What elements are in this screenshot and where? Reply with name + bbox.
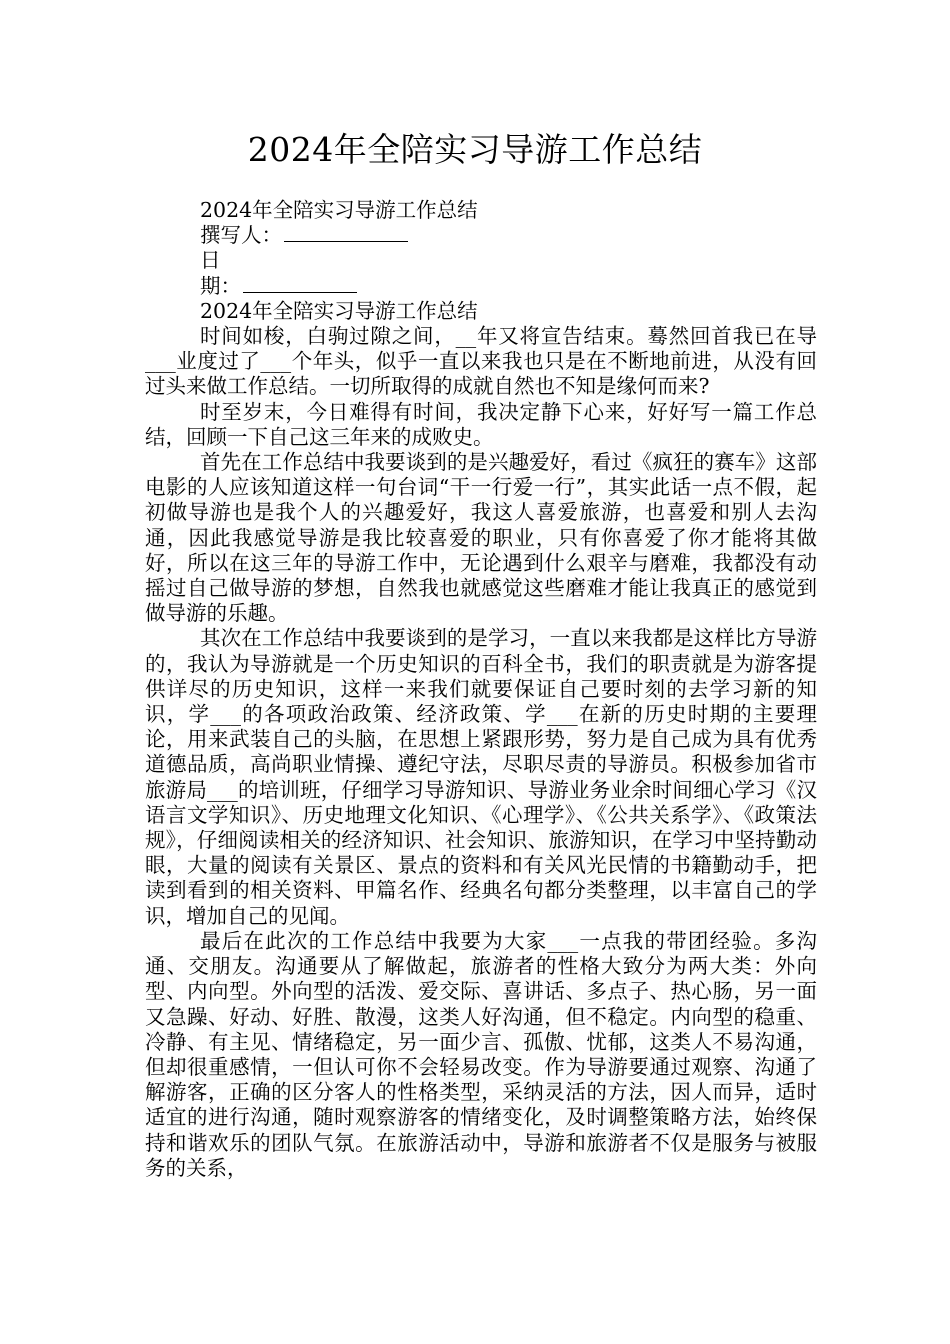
date-line: [145, 274, 817, 299]
paragraph: 时至岁末，今日难得有时间，我决定静下心来，好好写一篇工作总结，回顾一下自己这三年来的成败史。: [145, 399, 817, 449]
paragraph: 时间如梭，白驹过隙之间，__年又将宣告结束。蓦然回首我已在导___业度过了___个年头，似乎一直以来我也只是在不断地前进，从没有回过头来做工作总结。一切所取得的成就自然也不知是缘何而来?: [145, 324, 817, 399]
date-label: 期：: [200, 273, 241, 298]
document-title: 2024年全陪实习导游工作总结: [247, 130, 703, 169]
paragraph: 首先在工作总结中我要谈到的是兴趣爱好，看过《疯狂的赛车》这部电影的人应该知道这样一句台词“干一行爱一行”，其实此话一点不假，起初做导游也是我个人的兴趣爱好，我这人喜爱旅游，也喜爱和别人去沟通，因此我感觉导游是我比较喜爱的职业，只有你喜爱了你才能将其做好，所以在这三年的导游工作中，无论遇到什么艰辛与磨难，我都没有动摇过自己做导游的梦想，自然我也就感觉这些磨难才能让我真正的感觉到做导游的乐趣。: [145, 450, 817, 626]
document-subtitle: 2024年全陪实习导游工作总结: [200, 198, 478, 222]
date-label-line-1: 日: [200, 248, 221, 273]
author-label: 撰写人：: [200, 223, 282, 248]
paragraph: 其次在工作总结中我要谈到的是学习，一直以来我都是这样比方导游的，我认为导游就是一个历史知识的百科全书，我们的职责就是为游客提供详尽的历史知识，这样一来我们就要保证自己要时刻的去学习新的知识，学___的各项政治政策、经济政策、学___在新的历史时期的主要理论，用来武装自己的头脑，在思想上紧跟形势，努力是自己成为具有优秀道德品质，高尚职业情操、遵纪守法，尽职尽责的导游员。积极参加省市旅游局___的培训班，仔细学习导游知识、导游业务业余时间细心学习《汉语言文学知识》、历史地理文化知识、《心理学》、《公共关系学》、《政策法规》，仔细阅读相关的经济知识、社会知识、旅游知识，在学习中坚持勤动眼，大量的阅读有关景区、景点的资料和有关风光民情的书籍勤动手，把读到看到的相关资料、甲篇名作、经典名句都分类整理，以丰富自己的学识，增加自己的见闻。: [145, 626, 817, 928]
section-heading: 2024年全陪实习导游工作总结: [200, 298, 478, 323]
author-line: [145, 223, 817, 248]
author-blank: [284, 223, 408, 242]
document-body: [145, 198, 817, 1181]
paragraph: 最后在此次的工作总结中我要为大家___一点我的带团经验。多沟通、交朋友。沟通要从了解做起，旅游者的性格大致分为两大类：外向型、内向型。外向型的活泼、爱交际、喜讲话、多点子、热心肠，另一面又急躁、好动、好胜、散漫，这类人好沟通，但不稳定。内向型的稳重、冷静、有主见、情绪稳定，另一面少言、孤傲、忧郁，这类人不易沟通，但却很重感情，一但认可你不会轻易改变。作为导游要通过观察、沟通了解游客，正确的区分客人的性格类型，采纳灵活的方法，因人而异，适时适宜的进行沟通，随时观察游客的情绪变化，及时调整策略方法，始终保持和谐欢乐的团队气氛。在旅游活动中，导游和旅游者不仅是服务与被服务的关系，: [145, 928, 817, 1180]
date-blank: [243, 274, 357, 293]
